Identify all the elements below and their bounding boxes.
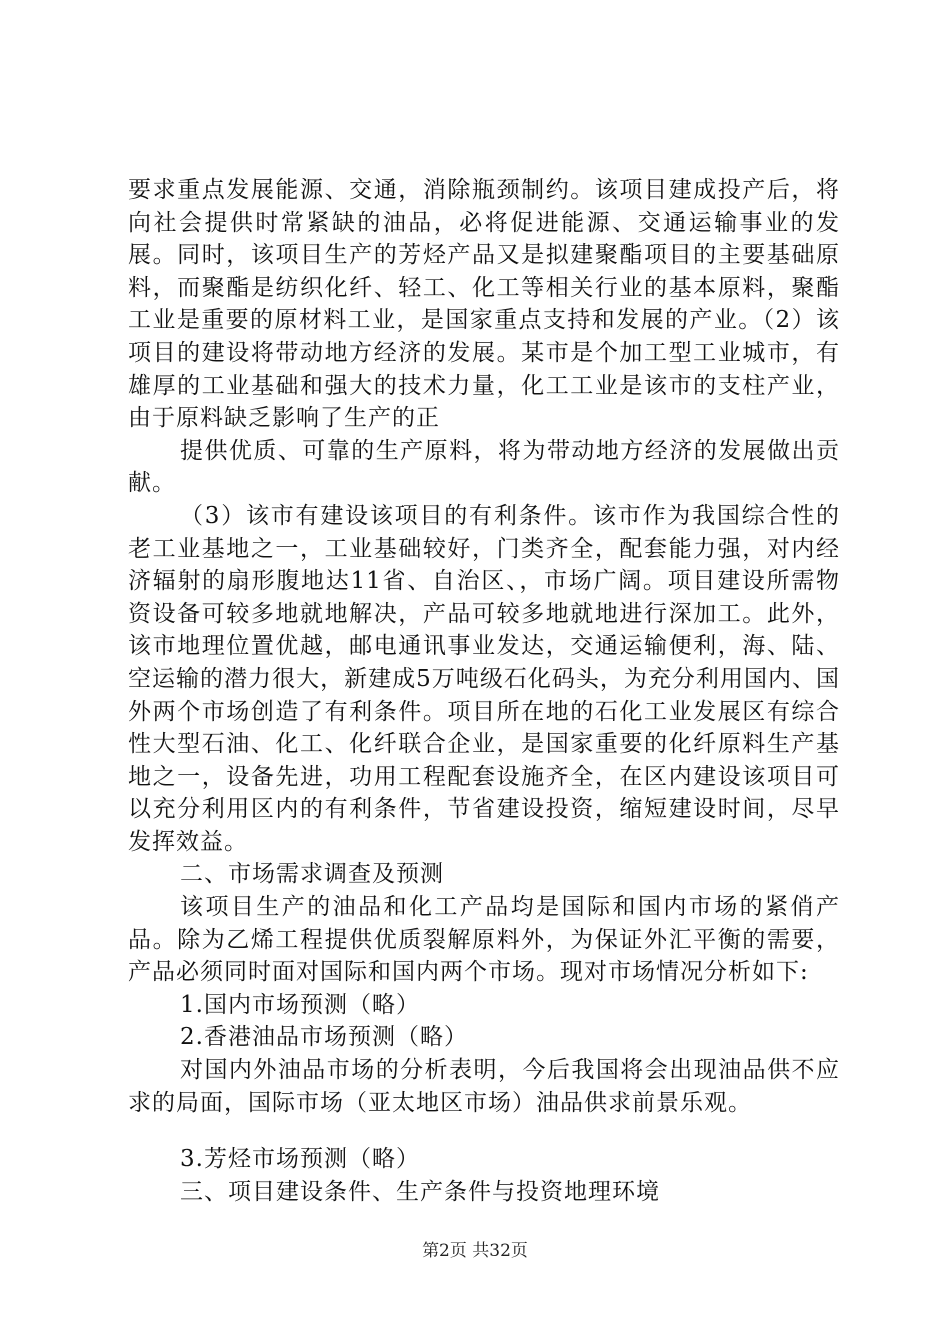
paragraph-raw-material: 提供优质、可靠的生产原料，将为带动地方经济的发展做出贡献。 — [128, 437, 840, 497]
paragraph-favorable-conditions: （3）该市有建设该项目的有利条件。该市作为我国综合性的老工业基地之一，工业基础较好，门类齐全，配套能力强，对内经济辐射的扇形腹地达11省、自治区、，市场广阔。项目建设所需物资设备可较多地就地解决，产品可较多地就地进行深加工。此外，该市地理位置优越，邮电通讯事业发达，交通运输便利，海、陆、空运输的潜力很大，新建成5万吨级石化码头，为充分利用国内、国外两个市场创造了有利条件。项目所在地的石化工业发展区有综合性大型石油、化工、化纤联合企业，是国家重要的化纤原料生产基地之一，设备先进，功用工程配套设施齐全，在区内建设该项目可以充分利用区内的有利条件，节省建设投资，缩短建设时间，尽早发挥效益。 — [128, 502, 840, 855]
paragraph-market-analysis: 对国内外油品市场的分析表明，今后我国将会出现油品供不应求的局面，国际市场（亚太地区市场）油品供求前景乐观。 — [128, 1057, 840, 1116]
list-item-hongkong-market: 2.香港油品市场预测（略） — [180, 1024, 468, 1051]
document-body — [128, 174, 840, 1208]
paragraph-energy-transport: 要求重点发展能源、交通，消除瓶颈制约。该项目建成投产后，将向社会提供时常紧缺的油品，必将促进能源、交通运输事业的发展。同时，该项目生产的芳烃产品又是拟建聚酯项目的主要基础原料，而聚酯是纺织化纤、轻工、化工等相关行业的基本原料，聚酯工业是重要的原材料工业，是国家重点支持和发展的产业。（2）该项目的建设将带动地方经济的发展。某市是个加工型工业城市，有雄厚的工业基础和强大的技术力量，化工工业是该市的支柱产业，由于原料缺乏影响了生产的正 — [128, 177, 840, 432]
list-item-domestic-market: 1.国内市场预测（略） — [180, 991, 420, 1018]
page-number-footer: 第2页 共32页 — [422, 1241, 528, 1261]
section-heading-project-conditions: 三、项目建设条件、生产条件与投资地理环境 — [180, 1178, 660, 1205]
section-heading-market-survey: 二、市场需求调查及预测 — [180, 861, 444, 888]
paragraph-market-overview: 该项目生产的油品和化工产品均是国际和国内市场的紧俏产品。除为乙烯工程提供优质裂解原料外，为保证外汇平衡的需要，产品必须同时面对国际和国内两个市场。现对市场情况分析如下: — [128, 894, 840, 986]
paragraph-gap — [128, 1119, 840, 1143]
list-item-aromatics-market: 3.芳烃市场预测（略） — [180, 1146, 420, 1173]
